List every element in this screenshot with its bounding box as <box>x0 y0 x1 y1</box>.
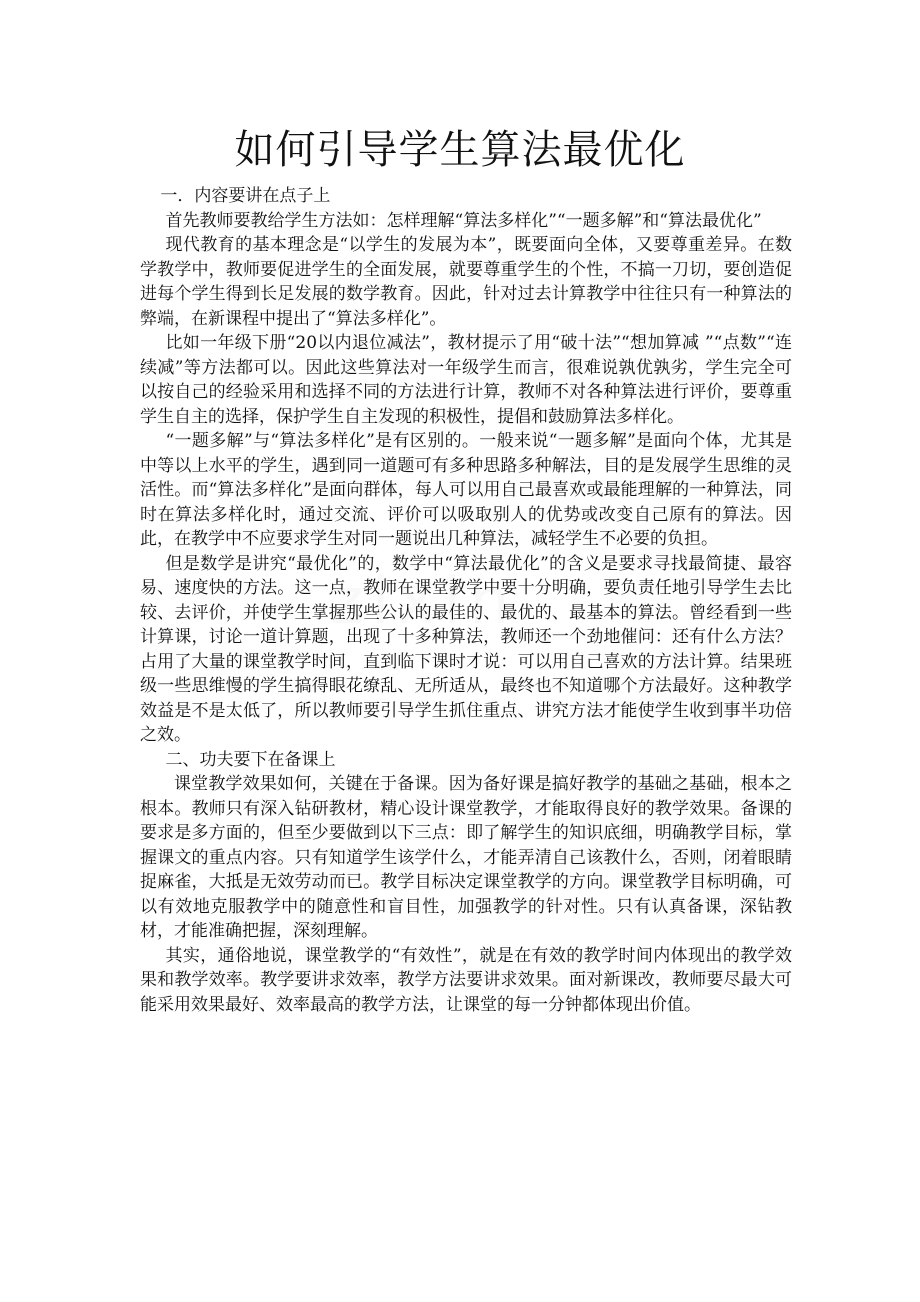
paragraph: 现代教育的基本理念是“以学生的发展为本”，既要面向全体，又要尊重差异。在数学教学中，教师要促进学生的全面发展，就要尊重学生的个性，不搞一刀切，要创造促进每个学生得到长足发展的数学教育。因此，针对过去计算教学中往往只有一种算法的弊端，在新课程中提出了“算法多样化”。 <box>140 235 792 329</box>
section-heading-1: 一．内容要讲在点子上 <box>160 186 331 206</box>
paragraph: 课堂教学效果如何，关键在于备课。因为备好课是搞好教学的基础之基础，根本之根本。教师只有深入钻研教材，精心设计课堂教学，才能取得良好的教学效果。备课的要求是多方面的，但至少要做到以下三点：即了解学生的知识底细，明确教学目标，掌握课文的重点内容。只有知道学生该学什么，才能弄清自己该教什么，否则，闭着眼睛捉麻雀，大抵是无效劳动而已。教学目标决定课堂教学的方向。课堂教学目标明确，可以有效地克服教学中的随意性和盲目性，加强教学的针对性。只有认真备课，深钻教材，才能准确把握，深刻理解。 <box>140 774 792 941</box>
watermark: zixin <box>330 565 518 639</box>
paragraph: 其实，通俗地说，课堂教学的“有效性”，就是在有效的教学时间内体现出的教学效果和教学效率。教学要讲求效率，教学方法要讲求效果。面对新课改，教师要尽最大可能采用效果最好、效率最高的教学方法，让课堂的每一分钟都体现出价值。 <box>140 945 792 1015</box>
document-title: 如何引导学生算法最优化 <box>234 127 686 173</box>
paragraph: “一题多解”与“算法多样化”是有区别的。一般来说“一题多解”是面向个体，尤其是中等以上水平的学生，遇到同一道题可有多种思路多种解法，目的是发展学生思维的灵活性。而“算法多样化”是面向群体，每人可以用自己最喜欢或最能理解的一种算法，同时在算法多样化时，通过交流、评价可以吸取别人的优势或改变自己原有的算法。因此，在教学中不应要求学生对同一题说出几种算法，减轻学生不必要的负担。 <box>140 431 792 549</box>
paragraph: 首先教师要教给学生方法如：怎样理解“算法多样化”“一题多解”和“算法最优化” <box>165 210 762 231</box>
paragraph: 比如一年级下册“20以内退位减法”，教材提示了用“破十法”“想加算减 ”“点数”“连续减”等方法都可以。因此这些算法对一年级学生而言，很难说孰优孰劣，学生完全可以按自己的经验采用和选择不同的方法进行计算，教师不对各种算法进行评价，要尊重学生自主的选择，保护学生自主发现的积极性，提倡和鼓励算法多样化。 <box>140 333 792 427</box>
section-heading-2: 二、功夫要下在备课上 <box>165 749 336 770</box>
document-body <box>140 184 792 1017</box>
paragraph: 但是数学是讲究“最优化”的，数学中“算法最优化”的含义是要求寻找最简捷、最容易、速度快的方法。这一点，教师在课堂教学中要十分明确，要负责任地引导学生去比较、去评价，并使学生掌握那些公认的最佳的、最优的、最基本的算法。曾经看到一些计算课，讨论一道计算题，出现了十多种算法，教师还一个劲地催问：还有什么方法？占用了大量的课堂教学时间，直到临下课时才说：可以用自己喜欢的方法计算。结果班级一些思维慢的学生搞得眼花缭乱、无所适从，最终也不知道哪个方法最好。这种教学效益是不是太低了，所以教师要引导学生抓住重点、讲究方法才能使学生收到事半功倍之效。 <box>140 553 792 745</box>
